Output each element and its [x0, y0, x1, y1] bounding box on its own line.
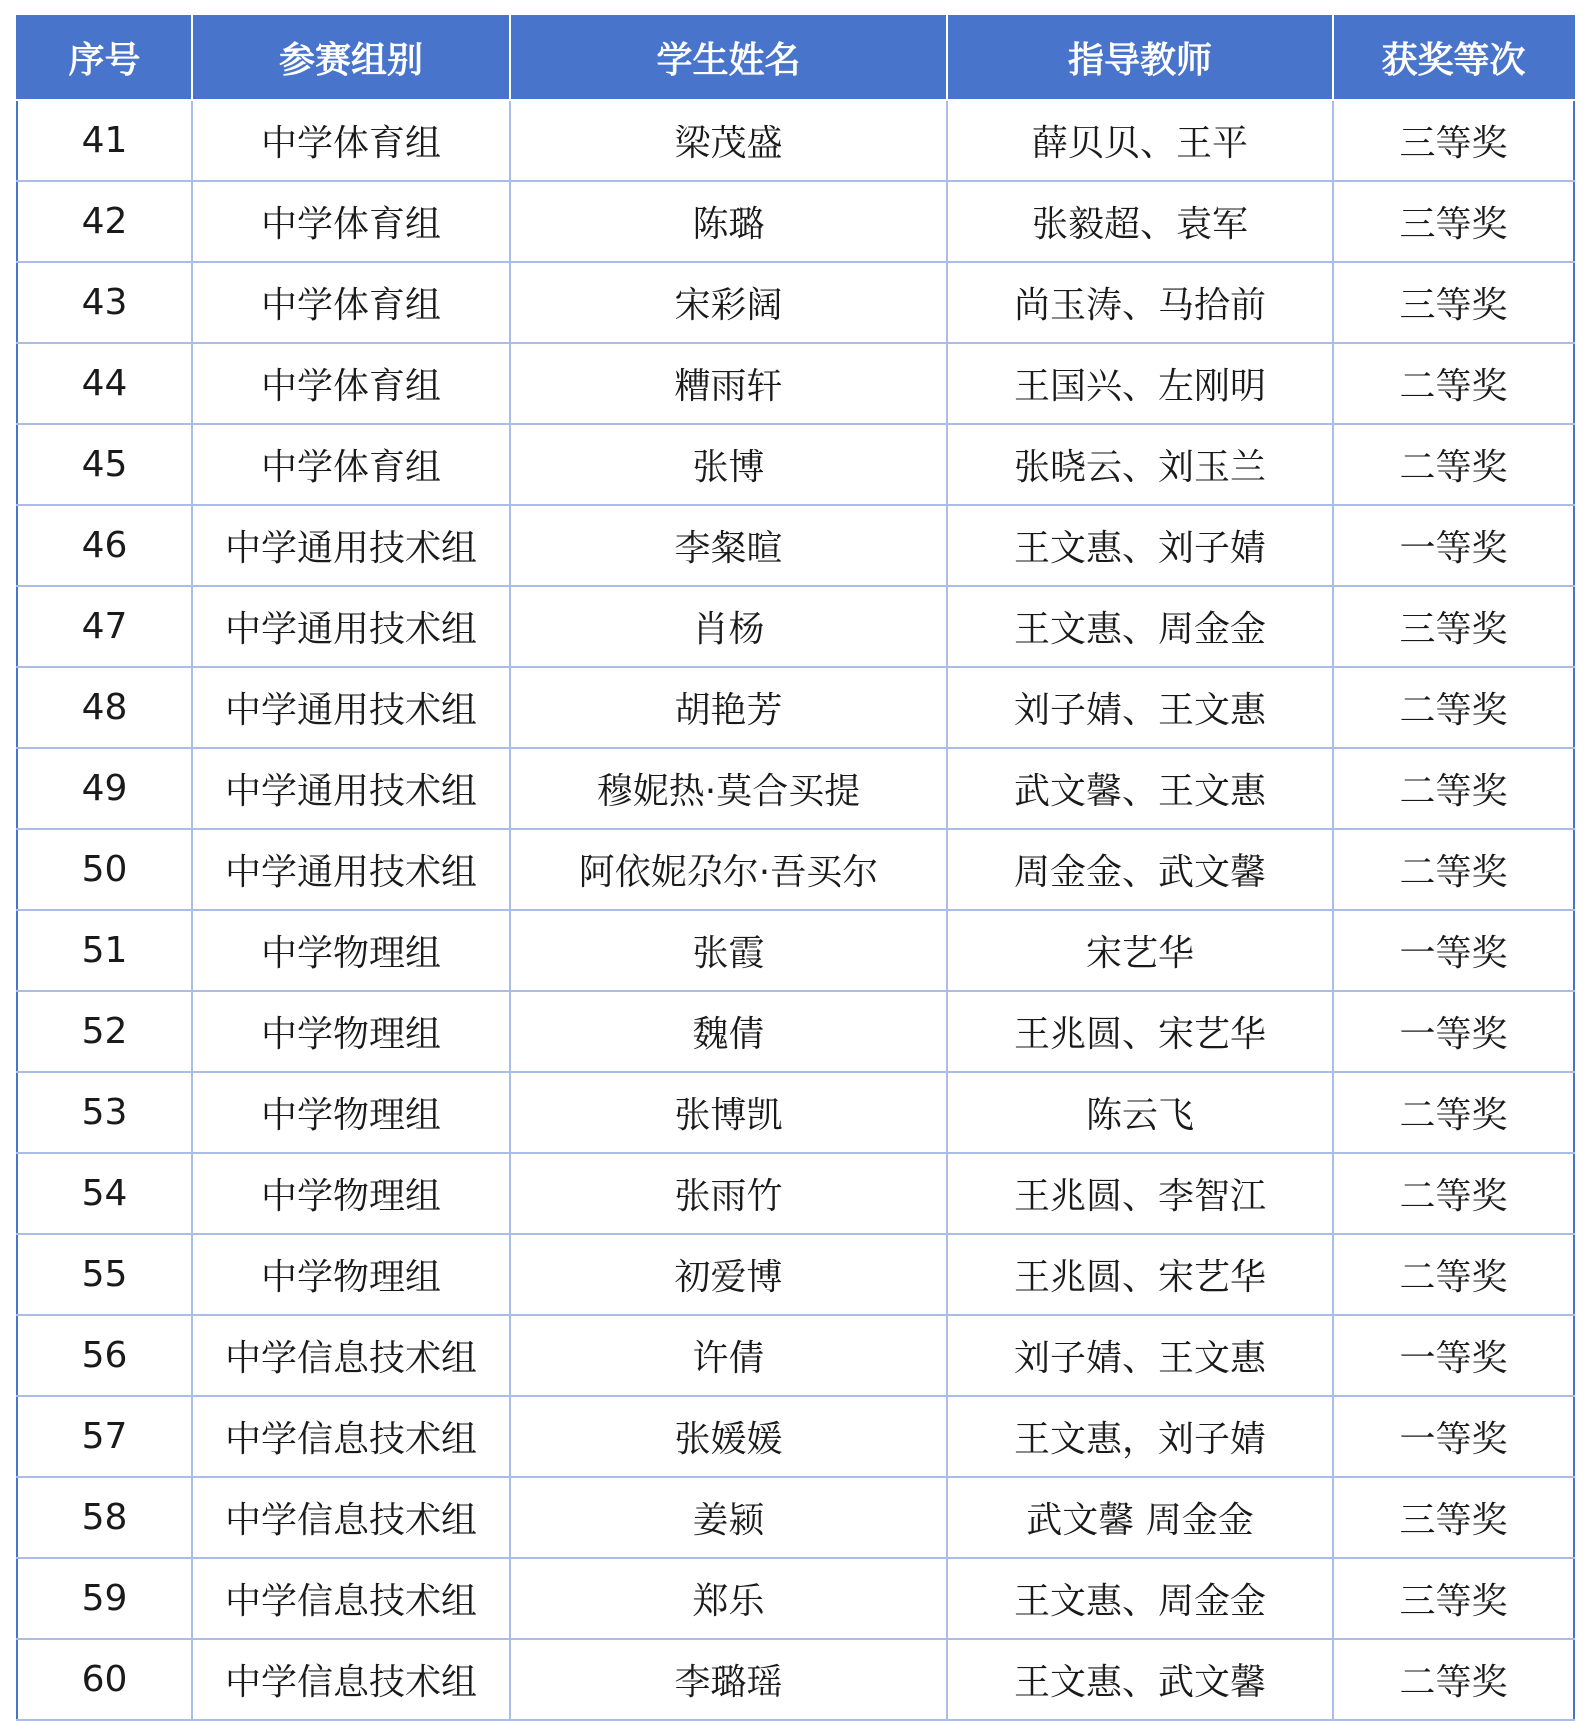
header-index: 序号	[17, 15, 192, 100]
cell-advisor: 王文惠，刘子婧	[947, 1396, 1333, 1477]
cell-group: 中学物理组	[192, 991, 510, 1072]
header-group: 参赛组别	[192, 15, 510, 100]
table-row	[17, 829, 1574, 910]
table-row	[17, 343, 1574, 424]
table-body	[17, 100, 1574, 1720]
cell-group: 中学物理组	[192, 910, 510, 991]
cell-index: 41	[17, 100, 192, 181]
cell-group: 中学物理组	[192, 1234, 510, 1315]
cell-award-level: 一等奖	[1333, 991, 1574, 1072]
cell-group: 中学通用技术组	[192, 829, 510, 910]
cell-index: 42	[17, 181, 192, 262]
cell-group: 中学信息技术组	[192, 1639, 510, 1720]
cell-group: 中学体育组	[192, 181, 510, 262]
cell-student-name: 宋彩阔	[510, 262, 947, 343]
cell-award-level: 三等奖	[1333, 586, 1574, 667]
cell-student-name: 张霞	[510, 910, 947, 991]
cell-student-name: 张博	[510, 424, 947, 505]
table-row	[17, 181, 1574, 262]
cell-award-level: 一等奖	[1333, 1315, 1574, 1396]
cell-student-name: 郑乐	[510, 1558, 947, 1639]
cell-advisor: 王文惠、刘子婧	[947, 505, 1333, 586]
cell-student-name: 张媛媛	[510, 1396, 947, 1477]
cell-index: 55	[17, 1234, 192, 1315]
cell-award-level: 三等奖	[1333, 1558, 1574, 1639]
cell-student-name: 陈璐	[510, 181, 947, 262]
cell-advisor: 陈云飞	[947, 1072, 1333, 1153]
cell-advisor: 武文馨 周金金	[947, 1477, 1333, 1558]
cell-group: 中学物理组	[192, 1072, 510, 1153]
cell-advisor: 武文馨、王文惠	[947, 748, 1333, 829]
cell-advisor: 王兆圆、宋艺华	[947, 991, 1333, 1072]
cell-index: 48	[17, 667, 192, 748]
cell-index: 43	[17, 262, 192, 343]
cell-index: 52	[17, 991, 192, 1072]
cell-group: 中学信息技术组	[192, 1315, 510, 1396]
cell-student-name: 肖杨	[510, 586, 947, 667]
cell-group: 中学通用技术组	[192, 748, 510, 829]
cell-award-level: 二等奖	[1333, 829, 1574, 910]
cell-award-level: 三等奖	[1333, 181, 1574, 262]
cell-advisor: 王文惠、周金金	[947, 586, 1333, 667]
cell-award-level: 一等奖	[1333, 1396, 1574, 1477]
cell-index: 49	[17, 748, 192, 829]
cell-advisor: 王兆圆、宋艺华	[947, 1234, 1333, 1315]
awards-table-container	[16, 15, 1573, 1721]
cell-index: 54	[17, 1153, 192, 1234]
cell-group: 中学信息技术组	[192, 1396, 510, 1477]
cell-advisor: 刘子婧、王文惠	[947, 1315, 1333, 1396]
cell-group: 中学通用技术组	[192, 667, 510, 748]
cell-award-level: 三等奖	[1333, 262, 1574, 343]
table-row	[17, 910, 1574, 991]
cell-award-level: 三等奖	[1333, 1477, 1574, 1558]
cell-index: 47	[17, 586, 192, 667]
cell-award-level: 二等奖	[1333, 667, 1574, 748]
cell-index: 57	[17, 1396, 192, 1477]
cell-advisor: 王国兴、左刚明	[947, 343, 1333, 424]
cell-award-level: 二等奖	[1333, 1153, 1574, 1234]
table-row	[17, 586, 1574, 667]
header-award-level: 获奖等次	[1333, 15, 1574, 100]
table-row	[17, 424, 1574, 505]
cell-group: 中学体育组	[192, 343, 510, 424]
cell-index: 51	[17, 910, 192, 991]
cell-index: 45	[17, 424, 192, 505]
cell-student-name: 阿依妮尕尔·吾买尔	[510, 829, 947, 910]
cell-advisor: 王兆圆、李智江	[947, 1153, 1333, 1234]
cell-student-name: 李璐瑶	[510, 1639, 947, 1720]
cell-advisor: 薛贝贝、王平	[947, 100, 1333, 181]
cell-student-name: 梁茂盛	[510, 100, 947, 181]
cell-index: 53	[17, 1072, 192, 1153]
cell-award-level: 一等奖	[1333, 505, 1574, 586]
cell-advisor: 张晓云、刘玉兰	[947, 424, 1333, 505]
cell-student-name: 魏倩	[510, 991, 947, 1072]
cell-index: 59	[17, 1558, 192, 1639]
header-student-name: 学生姓名	[510, 15, 947, 100]
cell-index: 46	[17, 505, 192, 586]
table-row	[17, 1396, 1574, 1477]
cell-advisor: 张毅超、袁军	[947, 181, 1333, 262]
table-row	[17, 1072, 1574, 1153]
cell-student-name: 姜颍	[510, 1477, 947, 1558]
cell-student-name: 胡艳芳	[510, 667, 947, 748]
cell-award-level: 一等奖	[1333, 910, 1574, 991]
awards-table	[16, 15, 1575, 1721]
cell-group: 中学体育组	[192, 262, 510, 343]
cell-advisor: 宋艺华	[947, 910, 1333, 991]
cell-student-name: 穆妮热·莫合买提	[510, 748, 947, 829]
table-row	[17, 1558, 1574, 1639]
table-header	[17, 15, 1574, 100]
cell-index: 56	[17, 1315, 192, 1396]
table-row	[17, 1477, 1574, 1558]
cell-award-level: 三等奖	[1333, 100, 1574, 181]
table-row	[17, 1315, 1574, 1396]
cell-group: 中学物理组	[192, 1153, 510, 1234]
cell-advisor: 尚玉涛、马拾前	[947, 262, 1333, 343]
header-advisor: 指导教师	[947, 15, 1333, 100]
cell-award-level: 二等奖	[1333, 343, 1574, 424]
cell-student-name: 许倩	[510, 1315, 947, 1396]
cell-advisor: 刘子婧、王文惠	[947, 667, 1333, 748]
cell-student-name: 李粲暄	[510, 505, 947, 586]
cell-group: 中学体育组	[192, 100, 510, 181]
table-row	[17, 991, 1574, 1072]
table-row	[17, 1639, 1574, 1720]
table-row	[17, 505, 1574, 586]
cell-advisor: 周金金、武文馨	[947, 829, 1333, 910]
cell-index: 44	[17, 343, 192, 424]
cell-group: 中学通用技术组	[192, 586, 510, 667]
table-row	[17, 667, 1574, 748]
table-row	[17, 100, 1574, 181]
cell-student-name: 张雨竹	[510, 1153, 947, 1234]
cell-advisor: 王文惠、周金金	[947, 1558, 1333, 1639]
cell-student-name: 张博凯	[510, 1072, 947, 1153]
cell-student-name: 初爱博	[510, 1234, 947, 1315]
cell-student-name: 糟雨轩	[510, 343, 947, 424]
cell-award-level: 二等奖	[1333, 1072, 1574, 1153]
cell-index: 60	[17, 1639, 192, 1720]
cell-group: 中学信息技术组	[192, 1477, 510, 1558]
cell-group: 中学体育组	[192, 424, 510, 505]
header-row	[17, 15, 1574, 100]
cell-index: 50	[17, 829, 192, 910]
cell-index: 58	[17, 1477, 192, 1558]
table-row	[17, 1234, 1574, 1315]
cell-award-level: 二等奖	[1333, 1639, 1574, 1720]
table-row	[17, 262, 1574, 343]
cell-advisor: 王文惠、武文馨	[947, 1639, 1333, 1720]
cell-award-level: 二等奖	[1333, 748, 1574, 829]
table-row	[17, 1153, 1574, 1234]
cell-group: 中学信息技术组	[192, 1558, 510, 1639]
cell-group: 中学通用技术组	[192, 505, 510, 586]
cell-award-level: 二等奖	[1333, 1234, 1574, 1315]
cell-award-level: 二等奖	[1333, 424, 1574, 505]
table-row	[17, 748, 1574, 829]
